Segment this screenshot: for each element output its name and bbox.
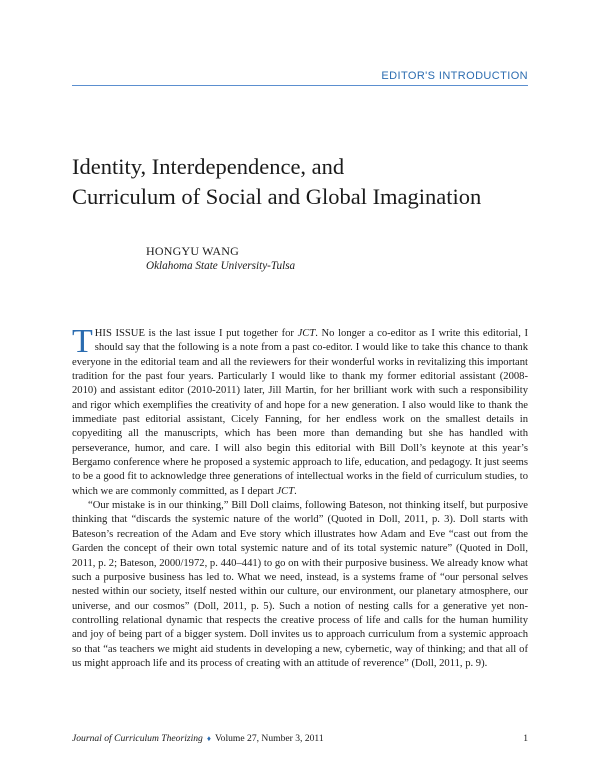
author-affiliation: Oklahoma State University-Tulsa — [146, 260, 296, 272]
diamond-icon: ♦ — [206, 734, 211, 743]
section-rule — [72, 85, 528, 86]
page-number: 1 — [523, 733, 528, 744]
p1-text-end: . — [294, 485, 297, 497]
p1-text-b: . No longer a co-editor as I write this editorial, I should say that the following is a note from a past co-editor. I would like to take this chance to thank everyone in the editorial team and all the reviewers for their wonderful works in revitalizing this important tradition for the past four years. Particularly I would like to thank my former editorial assistant (2008-2010) and assistant editor (2010-2011) later, Jill Martin, for her brilliant work with such a responsibility and rigor which exemplifies the creativity of and hope for a new generation. I also would like to thank the immediate past editorial assistant, Cicely Fanning, for her endless work on the smallest details in copyediting all the manuscripts, which has been more than demanding but she has handled with perseverance, humor, and care. I will also begin this editorial with Bill Doll’s keynote at this year’s Bergamo conference where he proposed a systemic approach to life, education, and pedagogy. It just seems to be a good fit to acknowledge three generations of intellectual works in the field of curriculum studies, to which we are commonly committed, as I depart — [72, 328, 528, 497]
p1-jct-2: JCT — [276, 485, 295, 497]
article-body — [72, 323, 528, 671]
footer-journal: Journal of Curriculum Theorizing — [72, 733, 203, 744]
p1-jct: JCT — [297, 328, 316, 339]
footer-volume: Volume 27, Number 3, 2011 — [214, 733, 324, 744]
drop-cap: T — [72, 323, 93, 360]
paragraph-1 — [72, 323, 528, 499]
title-line-2: Curriculum of Social and Global Imagination — [72, 184, 482, 209]
paragraph-2: “Our mistake is in our thinking,” Bill Doll claims, following Bateson, not thinking itself, but purposive thinking that “discards the systemic nature of the world” (Quoted in Doll, 2011, p. 3). Doll starts with Bateson’s recreation of the Adam and Eve story which illustrates how Adam and Eve “cast out from the Garden the concept of their own total systemic nature and of its total systemic nature” (Quoted in Doll, 2011, p. 2; Bateson, 2000/1972, p. 440–441) to go on with their purposive business. We already know what such a purposive business has led to. What we need, instead, is a systems frame of “our personal selves nested within our society, itself nested within our culture, our environment, our planetary atmosphere, our universe, and our cosmos” (Doll, 2011, p. 5). Such a notion of nesting calls for a generative yet non-controlling relational dynamic that respects the creative process of life and calls for the human humility and joy of being part of a bigger system. Doll invites us to approach curriculum from a systemic approach so that “as teachers we might aid students in developing a new, cybernetic, way of thinking; and that all of us might approach life and its process of creating with an attitude of reverence” (Doll, 2011, p. 9). — [72, 500, 528, 669]
page-footer — [72, 733, 528, 744]
p1-text-a: HIS ISSUE is the last issue I put together for — [94, 328, 298, 339]
section-label: EDITOR'S INTRODUCTION — [381, 70, 528, 82]
article-title — [72, 152, 542, 212]
title-line-1: Identity, Interdependence, and — [72, 154, 345, 179]
author-name: HONGYU WANG — [146, 244, 239, 258]
